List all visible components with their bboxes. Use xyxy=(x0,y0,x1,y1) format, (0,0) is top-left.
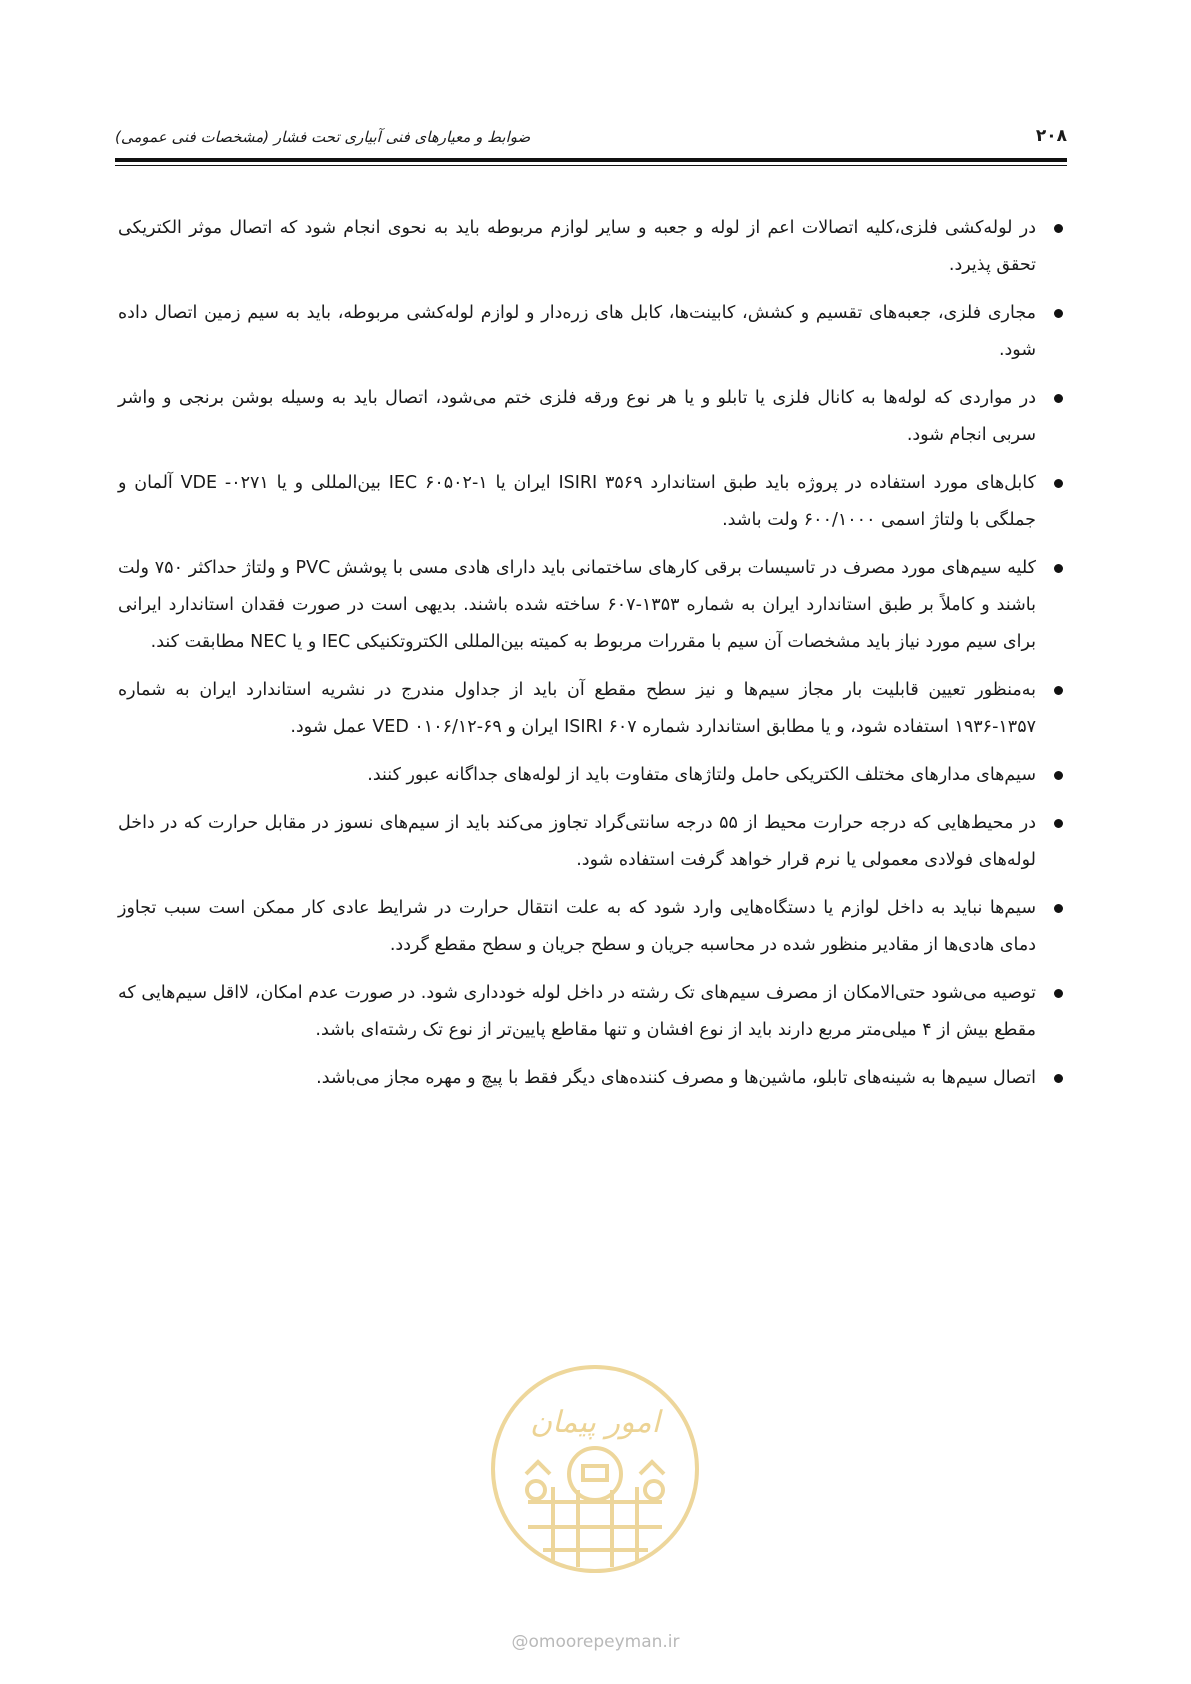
bullet-dot-icon xyxy=(1054,771,1063,780)
bullet-item xyxy=(118,757,1066,794)
bullet-item xyxy=(118,465,1066,539)
bullet-item xyxy=(118,295,1066,369)
bullet-text: کابل‌های مورد استفاده در پروژه باید طبق استاندارد ISIRI ۳۵۶۹ ایران یا ۱-۶۰۵۰۲ IEC بین‌المللی و یا ۰۲۷۱- VDE آلمان و جملگی با ولتاژ اسمی ۶۰۰/۱۰۰۰ ولت باشد. xyxy=(118,473,1036,530)
bullet-dot-icon xyxy=(1054,224,1063,233)
bullet-dot-icon xyxy=(1054,989,1063,998)
page-number: ۲۰۸ xyxy=(1035,126,1067,146)
bullet-dot-icon xyxy=(1054,904,1063,913)
bullet-item xyxy=(118,805,1066,879)
bullet-text: اتصال سیم‌ها به شینه‌های تابلو، ماشین‌ها و مصرف کننده‌های دیگر فقط با پیچ و مهره مجاز می‌باشد. xyxy=(316,1068,1036,1088)
bullet-item xyxy=(118,210,1066,284)
bullet-item xyxy=(118,672,1066,746)
watermark-stamp-icon xyxy=(488,1362,702,1576)
bullet-item xyxy=(118,890,1066,964)
bullet-item xyxy=(118,380,1066,454)
watermark-url: @omoorepeyman.ir xyxy=(511,1632,680,1652)
watermark-url-text: omoorepeyman.ir xyxy=(528,1632,680,1652)
bullet-item xyxy=(118,550,1066,661)
bullet-text: کلیه سیم‌های مورد مصرف در تاسیسات برقی کارهای ساختمانی باید دارای هادی مسی با پوشش PVC و ولتاژ حداکثر ۷۵۰ ولت باشند و کاملاً بر طبق استاندارد ایران به شماره ۱۳۵۳-۶۰۷ ساخته شده باشند. بدیهی است در صورت فقدان استاندارد ایرانی برای سیم مورد نیاز باید مشخصات آن سیم با مقررات مربوط به کمیته بین‌المللی الکتروتکنیکی IEC و یا NEC مطابقت کند. xyxy=(118,558,1037,652)
bullet-list xyxy=(118,210,1066,1108)
bullet-dot-icon xyxy=(1054,686,1063,695)
bullet-text: سیم‌ها نباید به داخل لوازم یا دستگاه‌هایی وارد شود که به علت انتقال حرارت در شرایط عادی کار ممکن است سبب تجاوز دمای هادی‌ها از مقادیر منظور شده در محاسبه جریان و سطح جریان و سطح مقطع گردد. xyxy=(118,898,1036,955)
bullet-dot-icon xyxy=(1054,479,1063,488)
running-title: ضوابط و معیارهای فنی آبیاری تحت فشار (مشخصات فنی عمومی) xyxy=(115,128,531,146)
bullet-dot-icon xyxy=(1054,309,1063,318)
bullet-item xyxy=(118,975,1066,1049)
bullet-text: مجاری فلزی، جعبه‌های تقسیم و کشش، کابینت‌ها، کابل های زره‌دار و لوازم لوله‌کشی مربوطه، باید به سیم زمین اتصال داده شود. xyxy=(118,303,1036,360)
bullet-item xyxy=(118,1060,1066,1097)
bullet-dot-icon xyxy=(1054,819,1063,828)
bullet-text: توصیه می‌شود حتی‌الامکان از مصرف سیم‌های تک رشته در داخل لوله خودداری شود. در صورت عدم امکان، لااقل سیم‌هایی که مقطع بیش از ۴ میلی‌متر مربع دارند باید از نوع افشان و تنها مقاطع پایین‌تر از نوع تک رشته‌ای باشد. xyxy=(118,983,1036,1040)
bullet-text: در مواردی که لوله‌ها به کانال فلزی یا تابلو و یا هر نوع ورقه فلزی ختم می‌شود، اتصال باید به وسیله بوشن برنجی و واشر سربی انجام شود. xyxy=(118,388,1036,445)
bullet-dot-icon xyxy=(1054,1074,1063,1083)
stamp-text: امور پیمان xyxy=(530,1405,660,1440)
page-header xyxy=(115,126,1067,150)
bullet-text: سیم‌های مدارهای مختلف الکتریکی حامل ولتاژهای متفاوت باید از لوله‌های جداگانه عبور کنند. xyxy=(367,765,1036,785)
bullet-text: در محیط‌هایی که درجه حرارت محیط از ۵۵ درجه سانتی‌گراد تجاوز می‌کند باید از سیم‌های نسوز در مقابل حرارت که در داخل لوله‌های فولادی معمولی یا نرم قرار خواهد گرفت استفاده شود. xyxy=(118,813,1036,870)
bullet-dot-icon xyxy=(1054,394,1063,403)
header-rule-thick xyxy=(115,158,1067,162)
bullet-dot-icon xyxy=(1054,564,1063,573)
bullet-text: در لوله‌کشی فلزی،کلیه اتصالات اعم از لوله و جعبه و سایر لوازم مربوطه باید به نحوی انجام شود که اتصال موثر الکتریکی تحقق پذیرد. xyxy=(118,218,1036,275)
bullet-text: به‌منظور تعیین قابلیت بار مجاز سیم‌ها و نیز سطح مقطع آن باید از جداول مندرج در نشریه استاندارد ایران به شماره ۱۳۵۷-۱۹۳۶ استفاده شود، و یا مطابق استاندارد شماره ۶۰۷ ISIRI ایران و ۶۹-۰۱۰۶/۱۲ VED عمل شود. xyxy=(118,680,1036,737)
header-rule-thin xyxy=(115,165,1067,166)
